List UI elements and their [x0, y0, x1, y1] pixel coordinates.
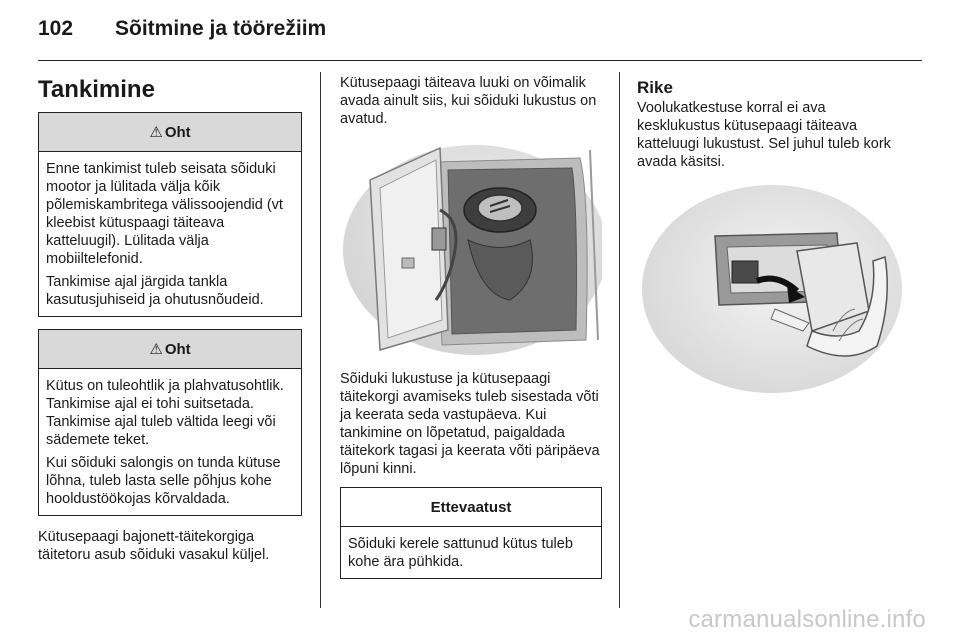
fault-subtitle: Rike	[637, 78, 673, 97]
warning-triangle-icon: ⚠	[149, 341, 163, 358]
header-rule	[38, 60, 922, 61]
warning-box-body	[39, 152, 301, 316]
warning-text: Kui sõiduki salongis on tunda kütuse lõhna, tuleb lasta selle põhjus kohe hooldustöökojas kõrvaldada.	[46, 455, 281, 507]
warning-box-header	[39, 330, 301, 369]
watermark: carmanualsonline.info	[688, 606, 926, 633]
fault-text: Voolukatkestuse korral ei ava kesklukustus kütusepaagi täiteava katteluugi lukustust. Sel juhul tuleb kork avada käsitsi.	[637, 100, 891, 170]
intro-text: Kütusepaagi täiteava luuki on võimalik avada ainult siis, kui sõiduki lukustus on avatud.	[340, 75, 597, 127]
warning-box-body	[39, 369, 301, 515]
column-divider-2	[619, 72, 620, 608]
warning-text: Enne tankimist tuleb seisata sõiduki mootor ja lülitada välja kõik põlemiskambritega välissoojendid (vt kleebist kütuspaagi täiteava katteluugil). Lülitada välja mobiiltelefonid.	[46, 161, 283, 267]
page-header	[38, 17, 326, 47]
warning-title: Oht	[164, 123, 191, 141]
fuel-filler-location-text: Kütusepaagi bajonett-täitekorgiga täitetoru asub sõiduki vasakul küljel.	[38, 529, 270, 563]
caution-title: Ettevaatust	[430, 498, 512, 516]
column-3	[637, 78, 905, 395]
caution-box-body	[341, 527, 601, 578]
running-title: Sõitmine ja töörežiim	[115, 17, 327, 40]
warning-box-1	[38, 112, 302, 317]
warning-text: Tankimise ajal järgida tankla kasutusjuhiseid ja ohutusnõudeid.	[46, 274, 264, 308]
manual-flap-release-illustration	[637, 181, 902, 395]
column-2	[340, 74, 602, 591]
page-number: 102	[38, 17, 74, 40]
caution-box-header	[341, 488, 601, 527]
warning-box-2	[38, 329, 302, 516]
caution-text: Sõiduki kerele sattunud kütus tuleb kohe ära pühkida.	[348, 536, 573, 570]
column-divider-1	[320, 72, 321, 608]
fuel-filler-flap-illustration	[340, 140, 602, 360]
warning-box-header	[39, 113, 301, 152]
unlock-instructions-text: Sõiduki lukustuse ja kütusepaagi täitekorgi avamiseks tuleb sisestada võti ja keerata seda vastupäeva. Kui tankimine on lõpetatud, paigaldada täitekork tagasi ja keerata võti päripäeva lõpuni kinni.	[340, 371, 600, 477]
warning-triangle-icon: ⚠	[149, 124, 163, 141]
warning-text: Kütus on tuleohtlik ja plahvatusohtlik. Tankimise ajal ei tohi suitsetada. Tankimise ajal tuleb vältida leegi või sädemete teket.	[46, 378, 284, 448]
caution-box	[340, 487, 602, 579]
section-title: Tankimine	[38, 76, 155, 103]
column-1	[38, 70, 302, 564]
warning-title: Oht	[164, 340, 191, 358]
